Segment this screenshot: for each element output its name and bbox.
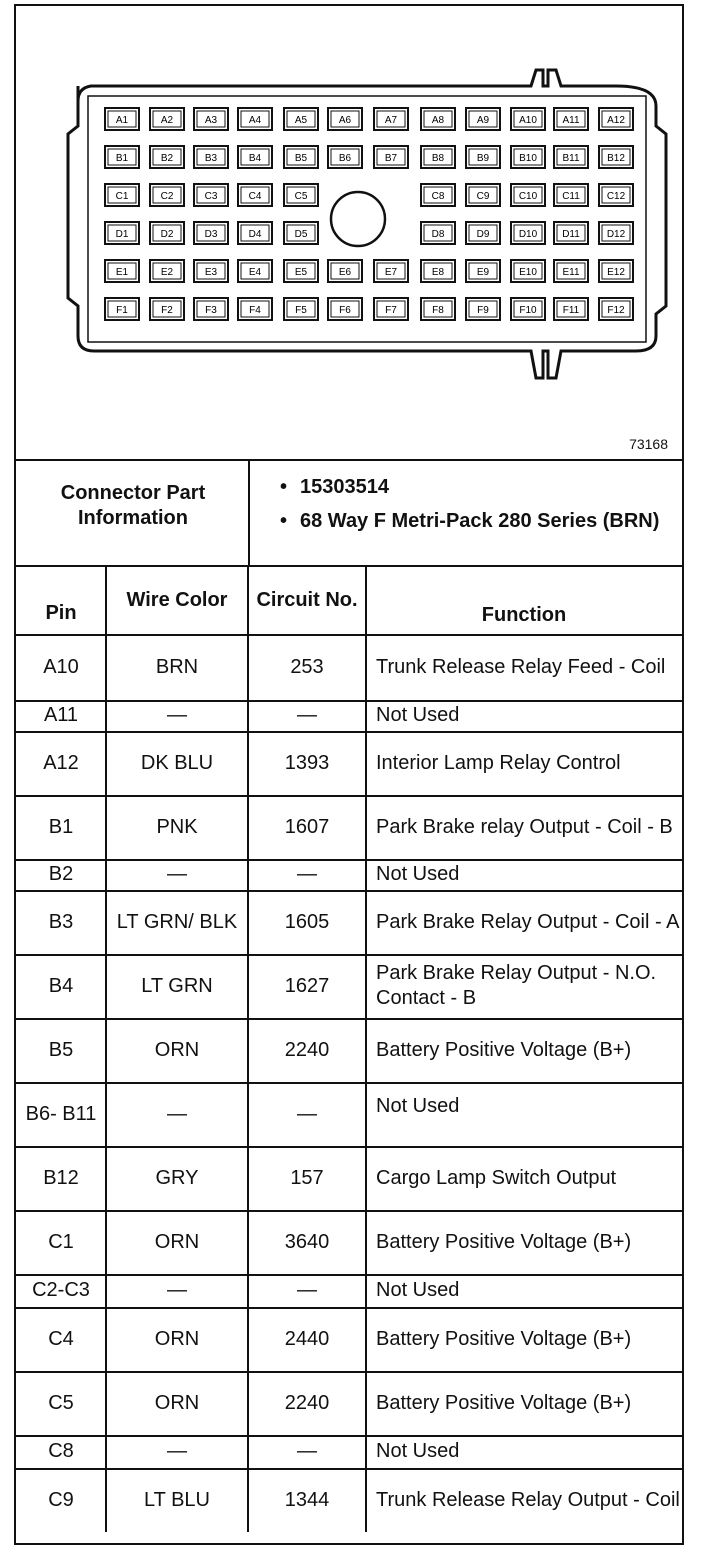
pin-label: E7: [384, 267, 398, 278]
pin-label: C10: [518, 191, 538, 202]
pin-cavity-e6: [328, 260, 362, 282]
pin-cavity-f8: [421, 298, 455, 320]
pin-cavity-a8: [421, 108, 455, 130]
function-cell: Battery Positive Voltage (B+): [376, 1391, 632, 1414]
pin-label: B1: [115, 153, 129, 164]
pin-cavity-e8: [421, 260, 455, 282]
pin-cavity-d8: [421, 222, 455, 244]
pin-cell: C9: [48, 1488, 74, 1511]
grid-line: [247, 567, 249, 1532]
function-cell: Cargo Lamp Switch Output: [376, 1166, 617, 1189]
pin-cavity-c3: [194, 184, 228, 206]
pin-label: E1: [115, 267, 129, 278]
pin-label: E12: [607, 267, 625, 278]
circuit-cell: —: [297, 1102, 317, 1125]
wire-color-cell: LT BLU: [144, 1488, 210, 1511]
pin-label: B10: [519, 153, 537, 164]
pin-cavity-d3: [194, 222, 228, 244]
circuit-cell: 1344: [284, 1488, 330, 1511]
wire-color-cell: —: [167, 1440, 187, 1462]
pin-cavity-e2: [150, 260, 184, 282]
pin-label: F12: [607, 305, 625, 316]
pin-label: B8: [431, 153, 445, 164]
pin-label: D9: [476, 229, 490, 240]
pin-label: B9: [476, 153, 490, 164]
pin-label: E3: [204, 267, 218, 278]
pin-label: F7: [385, 305, 397, 316]
pin-label: D8: [431, 229, 445, 240]
divider: [16, 459, 682, 461]
circuit-cell: 1627: [284, 974, 330, 997]
pin-label: F9: [477, 305, 489, 316]
pin-cavity-e9: [466, 260, 500, 282]
pin-label: D12: [606, 229, 626, 240]
pin-cavity-c4: [238, 184, 272, 206]
circuit-cell: 3640: [284, 1230, 330, 1253]
pin-cavity-d1: [105, 222, 139, 244]
pin-cavity-f12: [599, 298, 633, 320]
function-cell: Park Brake Relay Output - Coil - A: [376, 910, 680, 933]
pin-cavity-f6: [328, 298, 362, 320]
pin-cavity-a10: [511, 108, 545, 130]
connector-info-list: [254, 474, 680, 542]
pin-label: F3: [205, 305, 217, 316]
pin-cavity-b2: [150, 146, 184, 168]
pin-label: F11: [562, 305, 580, 316]
pin-label: F6: [339, 305, 351, 316]
grid-line: [365, 567, 367, 1532]
wire-color-cell: GRY: [155, 1166, 199, 1189]
pin-cavity-b12: [599, 146, 633, 168]
pin-cavity-e7: [374, 260, 408, 282]
pin-cavity-f9: [466, 298, 500, 320]
pin-cell: B6- B11: [25, 1102, 97, 1125]
pin-label: D10: [518, 229, 538, 240]
pin-label: C11: [562, 191, 580, 202]
pin-cell: C4: [48, 1327, 74, 1350]
function-cell: Not Used: [376, 1440, 460, 1462]
pin-label: A6: [338, 115, 352, 126]
pin-label: D11: [562, 229, 580, 240]
header-wire-color: Wire Color: [126, 589, 228, 611]
pin-cavity-a6: [328, 108, 362, 130]
circuit-cell: 157: [290, 1166, 324, 1189]
wire-color-cell: —: [167, 863, 187, 885]
pin-cavity-b8: [421, 146, 455, 168]
pin-cavity-f10: [511, 298, 545, 320]
pin-cavity-a5: [284, 108, 318, 130]
header-circuit-no: Circuit No.: [256, 589, 358, 611]
pin-cavity-a7: [374, 108, 408, 130]
pin-cavity-b7: [374, 146, 408, 168]
pin-label: F8: [432, 305, 444, 316]
pin-label: F10: [519, 305, 537, 316]
pin-label: F1: [116, 305, 128, 316]
wire-color-cell: —: [167, 704, 187, 726]
pin-label: B6: [338, 153, 352, 164]
figure-number: 73168: [629, 436, 668, 452]
pin-label: C8: [431, 191, 445, 202]
pin-cavity-b10: [511, 146, 545, 168]
pin-label: C4: [248, 191, 262, 202]
pin-cavity-a2: [150, 108, 184, 130]
pin-label: A11: [562, 115, 580, 126]
pin-label: E9: [476, 267, 490, 278]
wire-color-cell: —: [167, 1279, 187, 1301]
pin-label: C5: [294, 191, 308, 202]
pin-label: D1: [115, 229, 129, 240]
center-post-hole: [331, 192, 385, 246]
pin-cavity-c9: [466, 184, 500, 206]
pin-label: C3: [204, 191, 218, 202]
pin-label: B11: [562, 153, 580, 164]
pin-label: B12: [607, 153, 625, 164]
pin-label: B3: [204, 153, 218, 164]
pin-cavity-a3: [194, 108, 228, 130]
circuit-cell: —: [297, 1279, 317, 1301]
pin-label: A10: [519, 115, 537, 126]
pin-cell: C1: [48, 1230, 74, 1253]
pin-label: A5: [294, 115, 308, 126]
pin-cavity-f11: [554, 298, 588, 320]
pin-cavity-a12: [599, 108, 633, 130]
pin-label: E10: [519, 267, 537, 278]
pin-cavity-d11: [554, 222, 588, 244]
pin-label: B7: [384, 153, 398, 164]
wire-color-cell: ORN: [154, 1038, 200, 1061]
pin-label: A1: [115, 115, 129, 126]
pin-label: D5: [294, 229, 308, 240]
circuit-cell: 2240: [284, 1038, 330, 1061]
pin-label: E8: [431, 267, 445, 278]
function-cell: Interior Lamp Relay Control: [376, 751, 621, 774]
pin-label: C2: [160, 191, 174, 202]
pin-cavity-d9: [466, 222, 500, 244]
pin-cavity-e4: [238, 260, 272, 282]
function-cell: Park Brake Relay Output - N.O. Contact - B: [376, 962, 657, 1009]
pin-cavity-c10: [511, 184, 545, 206]
pin-label: A4: [248, 115, 262, 126]
pin-cavity-a9: [466, 108, 500, 130]
pin-cavity-a11: [554, 108, 588, 130]
function-cell: Not Used: [376, 704, 460, 726]
pin-cell: B12: [43, 1166, 79, 1189]
pin-label: F5: [295, 305, 307, 316]
pin-cavity-f5: [284, 298, 318, 320]
pin-label: F4: [249, 305, 261, 316]
pin-cell: A10: [43, 655, 79, 678]
pin-cavity-c12: [599, 184, 633, 206]
pin-cavity-a4: [238, 108, 272, 130]
pin-cavity-f7: [374, 298, 408, 320]
pin-cavity-b9: [466, 146, 500, 168]
pin-cell: A11: [43, 704, 79, 726]
pin-label: B2: [160, 153, 174, 164]
pin-cavity-c5: [284, 184, 318, 206]
pin-cavity-c1: [105, 184, 139, 206]
pin-cavity-b5: [284, 146, 318, 168]
circuit-cell: 2240: [284, 1391, 330, 1414]
circuit-cell: 253: [290, 655, 324, 678]
pin-label: A12: [607, 115, 625, 126]
pin-cell: B3: [48, 910, 74, 933]
function-cell: Battery Positive Voltage (B+): [376, 1327, 632, 1350]
pin-cavity-d4: [238, 222, 272, 244]
pin-cell: C2-C3: [32, 1279, 90, 1301]
pin-label: A7: [384, 115, 398, 126]
grid-line: [105, 567, 107, 1532]
pin-label: A9: [476, 115, 490, 126]
pin-label: E4: [248, 267, 262, 278]
pin-label: D4: [248, 229, 262, 240]
connector-sheet: [14, 4, 684, 1545]
pin-cavity-a1: [105, 108, 139, 130]
pin-cavity-e10: [511, 260, 545, 282]
pin-label: E11: [562, 267, 580, 278]
pin-cavity-f2: [150, 298, 184, 320]
header-function: Function: [481, 604, 567, 626]
pin-cavity-f1: [105, 298, 139, 320]
connector-description: • 68 Way F Metri-Pack 280 Series (BRN): [254, 508, 680, 534]
pin-cavity-d10: [511, 222, 545, 244]
wire-color-cell: ORN: [154, 1230, 200, 1253]
pin-label: A3: [204, 115, 218, 126]
pin-cell: A12: [43, 751, 79, 774]
pin-cavity-d2: [150, 222, 184, 244]
pin-cell: B1: [48, 815, 74, 838]
pin-cavity-b6: [328, 146, 362, 168]
pin-cavity-f3: [194, 298, 228, 320]
pin-cell: B4: [48, 974, 74, 997]
pin-cavity-e11: [554, 260, 588, 282]
wire-color-cell: DK BLU: [140, 751, 214, 774]
pin-label: D3: [204, 229, 218, 240]
connector-outline: [16, 6, 682, 461]
function-cell: Battery Positive Voltage (B+): [376, 1230, 632, 1253]
circuit-cell: 1605: [284, 910, 330, 933]
function-cell: Park Brake relay Output - Coil - B: [376, 815, 673, 838]
pin-cavity-c8: [421, 184, 455, 206]
wire-color-cell: ORN: [154, 1391, 200, 1414]
pin-label: C1: [115, 191, 129, 202]
pin-cavity-d12: [599, 222, 633, 244]
function-cell: Battery Positive Voltage (B+): [376, 1038, 632, 1061]
circuit-cell: —: [297, 1440, 317, 1462]
header-pin: Pin: [45, 602, 77, 624]
function-cell: Trunk Release Relay Output - Coil: [376, 1488, 680, 1511]
pin-label: B5: [294, 153, 308, 164]
pin-cavity-c11: [554, 184, 588, 206]
pin-cavity-e1: [105, 260, 139, 282]
pin-cavity-b1: [105, 146, 139, 168]
circuit-cell: —: [297, 704, 317, 726]
pin-cavity-e5: [284, 260, 318, 282]
pin-cavity-d5: [284, 222, 318, 244]
connector-info-label: Connector Part Information: [60, 482, 206, 529]
pin-label: C9: [476, 191, 490, 202]
pin-cell: C5: [48, 1391, 74, 1414]
pin-cavity-e12: [599, 260, 633, 282]
circuit-cell: 2440: [284, 1327, 330, 1350]
wire-color-cell: PNK: [156, 815, 198, 838]
circuit-cell: 1607: [284, 815, 330, 838]
pin-cavity-b4: [238, 146, 272, 168]
pin-cell: B2: [48, 863, 74, 885]
connector-part-number: • 15303514: [254, 474, 680, 500]
wire-color-cell: BRN: [155, 655, 199, 678]
wire-color-cell: LT GRN/ BLK: [116, 910, 238, 933]
pin-label: D2: [160, 229, 174, 240]
pin-label: E5: [294, 267, 308, 278]
pin-label: F2: [161, 305, 173, 316]
pin-cavity-c2: [150, 184, 184, 206]
pin-label: A8: [431, 115, 445, 126]
pin-cavity-f4: [238, 298, 272, 320]
pin-label: B4: [248, 153, 262, 164]
pin-cell: C8: [48, 1440, 74, 1462]
pin-cavity-b3: [194, 146, 228, 168]
function-cell: Not Used: [376, 863, 460, 885]
circuit-cell: —: [297, 863, 317, 885]
function-cell: Not Used: [376, 1095, 460, 1117]
pin-label: E2: [160, 267, 174, 278]
wire-color-cell: ORN: [154, 1327, 200, 1350]
pin-cavity-b11: [554, 146, 588, 168]
connector-face-diagram: [16, 6, 682, 461]
pin-cell: B5: [48, 1038, 74, 1061]
pin-label: C12: [606, 191, 626, 202]
function-cell: Not Used: [376, 1279, 460, 1301]
wire-color-cell: —: [167, 1102, 187, 1125]
pin-label: E6: [338, 267, 352, 278]
circuit-cell: 1393: [284, 751, 330, 774]
wire-color-cell: LT GRN: [141, 974, 213, 997]
function-cell: Trunk Release Relay Feed - Coil: [376, 655, 666, 678]
pin-cavity-e3: [194, 260, 228, 282]
pin-label: A2: [160, 115, 174, 126]
